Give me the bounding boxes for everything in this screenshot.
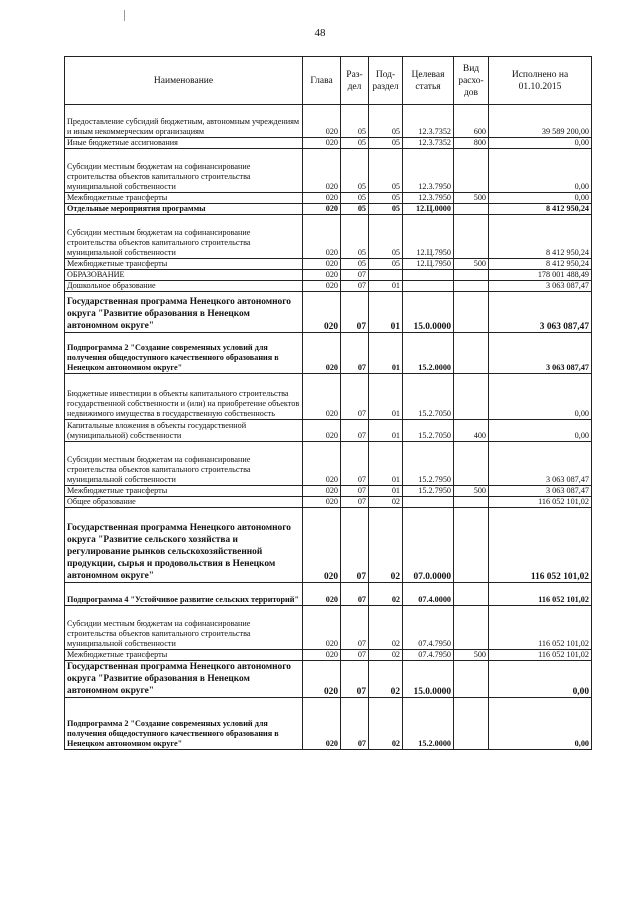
row-executed: 0,00: [489, 193, 592, 204]
row-name: Капитальные вложения в объекты государственной (муниципальной) собственности: [65, 420, 303, 442]
page-number: 48: [314, 27, 326, 39]
table-row: [65, 259, 592, 270]
row-name: Подпрограмма 2 "Создание современных условий для получения общедоступного качественного образования в Ненецком автономном округе": [65, 333, 303, 374]
row-type: 800: [454, 138, 489, 149]
row-target: 15.2.0000: [403, 333, 454, 374]
row-name: Межбюджетные трансферты: [65, 650, 303, 661]
table-row: [65, 698, 592, 750]
row-subsection: 05: [369, 138, 403, 149]
row-type: 500: [454, 193, 489, 204]
row-executed: 116 052 101,02: [489, 606, 592, 650]
row-type: [454, 149, 489, 193]
row-section: 05: [341, 138, 369, 149]
row-name: Субсидии местным бюджетам на софинансирование строительства объектов капитального строительства муниципальной собственности: [65, 442, 303, 486]
row-name: ОБРАЗОВАНИЕ: [65, 270, 303, 281]
table-row: [65, 650, 592, 661]
row-type: 500: [454, 486, 489, 497]
table-row: [65, 486, 592, 497]
row-type: 500: [454, 650, 489, 661]
row-type: [454, 583, 489, 606]
row-executed: 0,00: [489, 698, 592, 750]
row-executed: 116 052 101,02: [489, 650, 592, 661]
row-name: Межбюджетные трансферты: [65, 259, 303, 270]
row-target: 12.3.7950: [403, 149, 454, 193]
row-section: 05: [341, 105, 369, 138]
row-name: Субсидии местным бюджетам на софинансирование строительства объектов капитального строительства муниципальной собственности: [65, 149, 303, 193]
row-name: Предоставление субсидий бюджетным, автономным учреждениям и иным некоммерческим организациям: [65, 105, 303, 138]
row-subsection: 01: [369, 486, 403, 497]
row-subsection: 05: [369, 215, 403, 259]
row-section: 07: [341, 650, 369, 661]
row-type: [454, 204, 489, 215]
row-chapter: 020: [303, 259, 341, 270]
row-name: Государственная программа Ненецкого автономного округа "Развитие сельского хозяйства и регулирование рынков сельскохозяйственной продукции, сырья и продовольствия в Ненецком автономном округе": [65, 508, 303, 583]
row-type: 500: [454, 259, 489, 270]
row-chapter: 020: [303, 486, 341, 497]
budget-table: [64, 56, 592, 750]
row-executed: 8 412 950,24: [489, 215, 592, 259]
row-section: 07: [341, 270, 369, 281]
header-target: Целевая статья: [403, 57, 454, 105]
row-target: 07.4.0000: [403, 583, 454, 606]
row-subsection: [369, 270, 403, 281]
row-subsection: 02: [369, 650, 403, 661]
row-subsection: 02: [369, 661, 403, 698]
row-chapter: 020: [303, 661, 341, 698]
row-target: 07.0.0000: [403, 508, 454, 583]
row-target: 15.2.7950: [403, 486, 454, 497]
row-section: 07: [341, 497, 369, 508]
row-subsection: 05: [369, 204, 403, 215]
row-chapter: 020: [303, 105, 341, 138]
row-section: 05: [341, 193, 369, 204]
row-target: 07.4.7950: [403, 650, 454, 661]
row-target: 15.2.7950: [403, 442, 454, 486]
table-row: [65, 661, 592, 698]
row-name: Государственная программа Ненецкого автономного округа "Развитие образования в Ненецком автономном округе": [65, 661, 303, 698]
row-section: 05: [341, 204, 369, 215]
row-executed: 8 412 950,24: [489, 204, 592, 215]
row-subsection: 05: [369, 193, 403, 204]
table-row: [65, 497, 592, 508]
table-row: [65, 442, 592, 486]
row-subsection: 02: [369, 698, 403, 750]
row-executed: 3 063 087,47: [489, 281, 592, 292]
row-section: 05: [341, 259, 369, 270]
row-executed: 116 052 101,02: [489, 583, 592, 606]
row-subsection: 02: [369, 508, 403, 583]
row-target: 12.3.7352: [403, 138, 454, 149]
row-executed: 0,00: [489, 149, 592, 193]
row-subsection: 02: [369, 583, 403, 606]
row-section: 07: [341, 442, 369, 486]
row-chapter: 020: [303, 508, 341, 583]
row-target: 15.2.7050: [403, 374, 454, 420]
row-target: 15.2.7050: [403, 420, 454, 442]
row-target: 12.3.7950: [403, 193, 454, 204]
row-target: 15.0.0000: [403, 661, 454, 698]
table-row: [65, 193, 592, 204]
row-section: 07: [341, 292, 369, 333]
row-name: Межбюджетные трансферты: [65, 486, 303, 497]
row-section: 05: [341, 215, 369, 259]
row-name: Подпрограмма 2 "Создание современных условий для получения общедоступного качественного образования в Ненецком автономном округе": [65, 698, 303, 750]
row-executed: 3 063 087,47: [489, 333, 592, 374]
row-type: [454, 292, 489, 333]
row-section: 07: [341, 508, 369, 583]
row-target: 12.3.7352: [403, 105, 454, 138]
row-executed: 39 589 200,00: [489, 105, 592, 138]
row-target: 12.Ц.7950: [403, 259, 454, 270]
row-subsection: 05: [369, 259, 403, 270]
row-executed: 3 063 087,47: [489, 442, 592, 486]
table-row: [65, 508, 592, 583]
table-row: [65, 270, 592, 281]
row-chapter: 020: [303, 215, 341, 259]
row-chapter: 020: [303, 270, 341, 281]
row-executed: 0,00: [489, 420, 592, 442]
header-subsection: Под- раздел: [369, 57, 403, 105]
table-row: [65, 105, 592, 138]
row-section: 07: [341, 420, 369, 442]
row-chapter: 020: [303, 281, 341, 292]
table-row: [65, 420, 592, 442]
row-name: Государственная программа Ненецкого автономного округа "Развитие образования в Ненецком автономном округе": [65, 292, 303, 333]
row-chapter: 020: [303, 583, 341, 606]
table-row: [65, 374, 592, 420]
row-subsection: 05: [369, 105, 403, 138]
row-name: Иные бюджетные ассигнования: [65, 138, 303, 149]
row-executed: 116 052 101,02: [489, 508, 592, 583]
row-type: [454, 270, 489, 281]
header-executed: Исполнено на 01.10.2015: [489, 57, 592, 105]
row-type: [454, 497, 489, 508]
row-target: 12.Ц.7950: [403, 215, 454, 259]
row-target: [403, 281, 454, 292]
header-section: Раз- дел: [341, 57, 369, 105]
row-chapter: 020: [303, 193, 341, 204]
row-subsection: 02: [369, 497, 403, 508]
header-name: Наименование: [65, 57, 303, 105]
row-chapter: 020: [303, 650, 341, 661]
row-name: Межбюджетные трансферты: [65, 193, 303, 204]
row-chapter: 020: [303, 374, 341, 420]
row-subsection: 01: [369, 281, 403, 292]
row-section: 07: [341, 606, 369, 650]
row-target: 15.2.0000: [403, 698, 454, 750]
row-section: 07: [341, 583, 369, 606]
row-executed: 3 063 087,47: [489, 486, 592, 497]
table-row: [65, 204, 592, 215]
row-executed: 0,00: [489, 138, 592, 149]
row-executed: 0,00: [489, 661, 592, 698]
row-target: [403, 270, 454, 281]
header-type: Вид расхо- дов: [454, 57, 489, 105]
row-chapter: 020: [303, 292, 341, 333]
table-row: [65, 292, 592, 333]
row-subsection: 01: [369, 374, 403, 420]
row-section: 07: [341, 333, 369, 374]
row-section: 07: [341, 661, 369, 698]
header-chapter: Глава: [303, 57, 341, 105]
row-chapter: 020: [303, 149, 341, 193]
row-name: Дошкольное образование: [65, 281, 303, 292]
table-row: [65, 583, 592, 606]
table-row: [65, 149, 592, 193]
row-executed: 3 063 087,47: [489, 292, 592, 333]
row-type: [454, 661, 489, 698]
row-target: 12.Ц.0000: [403, 204, 454, 215]
row-subsection: 01: [369, 442, 403, 486]
row-executed: 178 001 488,49: [489, 270, 592, 281]
row-chapter: 020: [303, 333, 341, 374]
row-chapter: 020: [303, 698, 341, 750]
row-type: [454, 333, 489, 374]
row-name: Подпрограмма 4 "Устойчивое развитие сельских территорий": [65, 583, 303, 606]
table-row: [65, 215, 592, 259]
row-executed: 116 052 101,02: [489, 497, 592, 508]
table-header-row: [65, 57, 592, 105]
row-type: [454, 215, 489, 259]
row-chapter: 020: [303, 420, 341, 442]
row-name: Субсидии местным бюджетам на софинансирование строительства объектов капитального строительства муниципальной собственности: [65, 215, 303, 259]
table-body: [65, 105, 592, 750]
row-subsection: 05: [369, 149, 403, 193]
row-name: Общее образование: [65, 497, 303, 508]
row-executed: 8 412 950,24: [489, 259, 592, 270]
row-type: [454, 606, 489, 650]
row-type: 600: [454, 105, 489, 138]
row-chapter: 020: [303, 442, 341, 486]
row-name: Бюджетные инвестиции в объекты капитального строительства государственной собственности и (или) на приобретение объектов недвижимого имущества в государственную собственность: [65, 374, 303, 420]
row-section: 07: [341, 281, 369, 292]
row-section: 07: [341, 698, 369, 750]
row-subsection: 01: [369, 333, 403, 374]
row-subsection: 01: [369, 292, 403, 333]
row-type: [454, 508, 489, 583]
row-type: 400: [454, 420, 489, 442]
row-chapter: 020: [303, 606, 341, 650]
row-type: [454, 281, 489, 292]
row-section: 05: [341, 149, 369, 193]
row-type: [454, 698, 489, 750]
row-target: [403, 497, 454, 508]
row-chapter: 020: [303, 204, 341, 215]
table-row: [65, 138, 592, 149]
row-name: Отдельные мероприятия программы: [65, 204, 303, 215]
row-name: Субсидии местным бюджетам на софинансирование строительства объектов капитального строительства муниципальной собственности: [65, 606, 303, 650]
row-chapter: 020: [303, 497, 341, 508]
table-row: [65, 606, 592, 650]
table-row: [65, 333, 592, 374]
table-row: [65, 281, 592, 292]
row-type: [454, 374, 489, 420]
row-target: 15.0.0000: [403, 292, 454, 333]
scan-mark: [124, 10, 125, 21]
row-chapter: 020: [303, 138, 341, 149]
row-section: 07: [341, 486, 369, 497]
row-subsection: 02: [369, 606, 403, 650]
row-type: [454, 442, 489, 486]
row-executed: 0,00: [489, 374, 592, 420]
row-subsection: 01: [369, 420, 403, 442]
row-target: 07.4.7950: [403, 606, 454, 650]
row-section: 07: [341, 374, 369, 420]
